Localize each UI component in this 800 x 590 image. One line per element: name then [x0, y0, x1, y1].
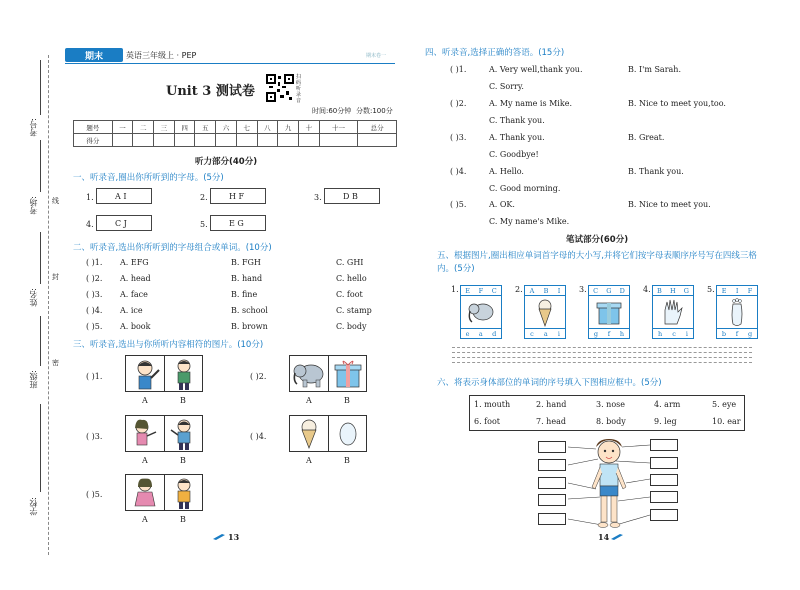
- s2-item-no[interactable]: ( )5.: [86, 322, 103, 331]
- s4-option-c: C. Good morning.: [489, 184, 561, 193]
- s4-option-a: A. Hello.: [489, 167, 524, 176]
- s1-item-no: 3.: [314, 193, 322, 202]
- boy-image[interactable]: [165, 475, 203, 510]
- score-cell: 五: [195, 121, 216, 134]
- section-4-title: 四、听录音,选择正确的答语。(15分): [425, 48, 565, 58]
- letter[interactable]: D: [619, 286, 625, 295]
- score-cell: 三: [154, 121, 175, 134]
- s4-option-b: B. Great.: [628, 133, 665, 142]
- word-bank-item: 7. head: [536, 417, 566, 426]
- letter[interactable]: a: [478, 329, 483, 338]
- s5-card-no: 5.: [707, 285, 715, 294]
- word-bank-item: 5. eye: [712, 400, 737, 409]
- s1-letter-box[interactable]: H F: [210, 188, 266, 204]
- word-bank-item: 4. arm: [654, 400, 681, 409]
- s4-option-b: B. Thank you.: [628, 167, 684, 176]
- section-3-title: 三、听录音,选出与你所听内容相符的图片。(10分): [73, 340, 264, 350]
- s5-lowercase-row[interactable]: [460, 328, 502, 339]
- s5-uppercase-row[interactable]: [588, 285, 630, 296]
- s1-letter-box[interactable]: E G: [210, 215, 266, 231]
- side-label-kaohao: 考号:: [29, 118, 38, 137]
- s5-card: [652, 285, 694, 339]
- page-number-left: 13: [228, 532, 240, 542]
- s1-item-no: 5.: [200, 220, 208, 229]
- score-table-score-row: [74, 134, 397, 147]
- letter[interactable]: I: [557, 286, 561, 295]
- exam-time: 时间:60分钟: [312, 107, 352, 115]
- side-underline: [40, 140, 41, 192]
- writing-line[interactable]: [452, 352, 752, 353]
- s1-letter-box[interactable]: A I: [96, 188, 152, 204]
- score-cell: 六: [216, 121, 237, 134]
- letter[interactable]: E: [721, 286, 727, 295]
- section-2-title: 二、听录音,选出你所听到的字母组合或单词。(10分): [73, 243, 272, 253]
- body-part-answer-box[interactable]: [650, 509, 678, 521]
- s3-label-b: B: [180, 515, 186, 524]
- s4-option-a: A. OK.: [489, 200, 515, 209]
- s2-option-a: A. face: [120, 290, 148, 299]
- gift-box-image: [589, 296, 629, 328]
- pencil-icon: [212, 533, 226, 541]
- qr-code-icon[interactable]: [266, 74, 294, 102]
- word-bank-item: 9. leg: [654, 417, 677, 426]
- s3-picture-pair: [125, 355, 203, 392]
- s2-option-b: B. school: [231, 306, 268, 315]
- pencil-icon: [610, 533, 624, 541]
- letter[interactable]: d: [492, 329, 497, 338]
- body-part-answer-box[interactable]: [650, 491, 678, 503]
- page-title: Unit 3 测试卷: [166, 84, 255, 99]
- body-part-answer-box[interactable]: [538, 441, 566, 453]
- s3-picture-pair: [125, 474, 203, 511]
- s5-card: [588, 285, 630, 339]
- listening-part-heading: 听力部分(40分): [195, 157, 258, 167]
- score-cell: 得分: [74, 134, 113, 147]
- s5-card: [460, 285, 502, 339]
- s1-letter-box[interactable]: C J: [96, 215, 152, 231]
- header-rule-left: [65, 63, 395, 64]
- letter[interactable]: f: [607, 329, 611, 338]
- s4-option-c: C. Goodbye!: [489, 150, 539, 159]
- s5-uppercase-row[interactable]: [716, 285, 758, 296]
- s5-card-no: 3.: [579, 285, 587, 294]
- score-input-cell[interactable]: [236, 134, 257, 147]
- word-bank-item: 3. nose: [596, 400, 625, 409]
- word-bank-item: 8. body: [596, 417, 626, 426]
- girl-image[interactable]: [126, 475, 164, 510]
- letter[interactable]: H: [669, 286, 676, 295]
- seal-char-feng: 封: [52, 273, 59, 281]
- written-part-heading: 笔试部分(60分): [566, 235, 629, 245]
- side-underline: [40, 404, 41, 492]
- score-cell: 十: [298, 121, 319, 134]
- side-label-kaochang: 考场:: [29, 196, 38, 215]
- exam-score: 分数:100分: [356, 107, 393, 115]
- s2-option-c: C. GHI: [336, 258, 364, 267]
- score-table-header-row: [74, 121, 397, 134]
- letter[interactable]: c: [530, 329, 534, 338]
- section-6-title: 六、将表示身体部位的单词的序号填入下图相应框中。(5分): [437, 378, 662, 388]
- s3-item-no[interactable]: ( )5.: [86, 490, 103, 499]
- s1-item-no: 4.: [86, 220, 94, 229]
- score-input-cell[interactable]: [174, 134, 195, 147]
- score-input-cell[interactable]: [133, 134, 154, 147]
- s3-item-no[interactable]: ( )3.: [86, 432, 103, 441]
- s3-picture-pair: [289, 415, 367, 452]
- s1-letter-box[interactable]: D B: [324, 188, 380, 204]
- s4-option-b: B. Nice to meet you,too.: [628, 99, 726, 108]
- s5-card-no: 1.: [451, 285, 459, 294]
- writing-line[interactable]: [452, 347, 752, 348]
- s3-picture-pair: [289, 355, 367, 392]
- score-cell: 八: [257, 121, 278, 134]
- s2-option-b: B. hand: [231, 274, 263, 283]
- score-cell: 二: [133, 121, 154, 134]
- score-cell: 题号: [74, 121, 113, 134]
- s4-item-no[interactable]: ( )4.: [450, 167, 467, 176]
- s4-option-b: B. I'm Sarah.: [628, 65, 681, 74]
- s2-option-b: B. FGH: [231, 258, 261, 267]
- s2-option-c: C. body: [336, 322, 367, 331]
- body-part-answer-box[interactable]: [538, 513, 566, 525]
- s3-label-b: B: [344, 396, 350, 405]
- s5-card: [716, 285, 758, 339]
- score-table: [73, 120, 397, 147]
- s4-option-b: B. Nice to meet you.: [628, 200, 711, 209]
- body-part-answer-box[interactable]: [650, 474, 678, 486]
- s3-item-no[interactable]: ( )4.: [250, 432, 267, 441]
- body-part-answer-box[interactable]: [538, 477, 566, 489]
- s4-item-no[interactable]: ( )1.: [450, 65, 467, 74]
- body-part-answer-box[interactable]: [538, 459, 566, 471]
- score-cell: 七: [236, 121, 257, 134]
- letter[interactable]: a: [543, 329, 548, 338]
- score-input-cell[interactable]: [257, 134, 278, 147]
- score-cell: 十一: [319, 121, 358, 134]
- letter[interactable]: G: [683, 286, 689, 295]
- letter[interactable]: i: [685, 329, 688, 338]
- gift-box-image[interactable]: [329, 356, 367, 391]
- ice-cream-image: [525, 296, 565, 328]
- s4-option-a: A. Very well,thank you.: [489, 65, 583, 74]
- s3-label-b: B: [180, 396, 186, 405]
- s3-item-no[interactable]: ( )1.: [86, 372, 103, 381]
- side-underline: [40, 232, 41, 284]
- letter[interactable]: C: [593, 286, 599, 295]
- writing-line[interactable]: [452, 357, 752, 358]
- score-input-cell[interactable]: [216, 134, 237, 147]
- s4-item-no[interactable]: ( )5.: [450, 200, 467, 209]
- elephant-image[interactable]: [290, 356, 328, 391]
- score-input-cell[interactable]: [154, 134, 175, 147]
- writing-line[interactable]: [452, 362, 752, 363]
- binding-line: [48, 55, 49, 555]
- letter[interactable]: f: [735, 329, 739, 338]
- section-5-title: 五、根据图片,圈出相应单词首字母的大小写,并将它们按字母表顺序序号写在四线三格内。(5分): [437, 251, 757, 274]
- s3-label-a: A: [142, 456, 148, 465]
- s2-option-a: A. book: [120, 322, 151, 331]
- letter[interactable]: h: [619, 329, 625, 338]
- qr-note: 扫码听录音: [296, 74, 302, 104]
- header-subtitle: 英语三年级上 · PEP: [126, 51, 197, 60]
- letter[interactable]: F: [478, 286, 484, 295]
- s2-item-no[interactable]: ( )3.: [86, 290, 103, 299]
- foot-image: [717, 296, 757, 328]
- section-1-title: 一、听录音,圈出你所听到的字母。(5分): [73, 173, 224, 183]
- s2-option-a: A. EFG: [120, 258, 149, 267]
- s5-card-no: 2.: [515, 285, 523, 294]
- letter[interactable]: i: [557, 329, 560, 338]
- s4-item-no[interactable]: ( )2.: [450, 99, 467, 108]
- s2-option-c: C. stamp: [336, 306, 372, 315]
- side-label-xingming: 姓名:: [29, 288, 38, 307]
- letter[interactable]: b: [721, 329, 727, 338]
- s1-item-no: 2.: [200, 193, 208, 202]
- letter[interactable]: B: [543, 286, 549, 295]
- brand-logo: 期末: [65, 48, 123, 62]
- word-bank-item: 2. hand: [536, 400, 567, 409]
- s5-uppercase-row[interactable]: [652, 285, 694, 296]
- s3-label-a: A: [142, 396, 148, 405]
- letter[interactable]: F: [747, 286, 753, 295]
- s5-lowercase-row[interactable]: [716, 328, 758, 339]
- boy-standing-image[interactable]: [165, 356, 203, 391]
- letter[interactable]: I: [735, 286, 739, 295]
- s3-picture-pair: [125, 415, 203, 452]
- s5-card-no: 4.: [643, 285, 651, 294]
- s3-label-a: A: [306, 456, 312, 465]
- s1-item-no: 1.: [86, 193, 94, 202]
- s4-item-no[interactable]: ( )3.: [450, 133, 467, 142]
- s2-option-a: A. ice: [120, 306, 143, 315]
- word-bank-item: 10. ear: [712, 417, 741, 426]
- s2-option-b: B. fine: [231, 290, 258, 299]
- score-cell: 四: [174, 121, 195, 134]
- s2-option-c: C. foot: [336, 290, 363, 299]
- letter[interactable]: B: [657, 286, 662, 295]
- body-part-answer-box[interactable]: [538, 494, 566, 506]
- s3-label-a: A: [142, 515, 148, 524]
- letter[interactable]: g: [593, 329, 599, 338]
- elephant-image: [461, 296, 501, 328]
- s3-label-b: B: [180, 456, 186, 465]
- letter[interactable]: C: [491, 286, 497, 295]
- score-cell: 一: [112, 121, 133, 134]
- word-bank-item: 1. mouth: [474, 400, 511, 409]
- s2-item-no[interactable]: ( )1.: [86, 258, 103, 267]
- letter[interactable]: e: [465, 329, 470, 338]
- s5-uppercase-row[interactable]: [460, 285, 502, 296]
- letter[interactable]: h: [658, 329, 663, 338]
- s3-item-no[interactable]: ( )2.: [250, 372, 267, 381]
- letter[interactable]: G: [606, 286, 612, 295]
- letter[interactable]: g: [747, 329, 753, 338]
- letter[interactable]: E: [465, 286, 471, 295]
- egg-image[interactable]: [329, 416, 367, 451]
- seal-char-xian: 线: [52, 197, 59, 205]
- side-label-xuexiao: 学校:: [29, 497, 38, 516]
- boy-waving-image[interactable]: [126, 356, 164, 391]
- s5-lowercase-row[interactable]: [524, 328, 566, 339]
- s5-lowercase-row[interactable]: [652, 328, 694, 339]
- s2-item-no[interactable]: ( )4.: [86, 306, 103, 315]
- score-input-cell[interactable]: [298, 134, 319, 147]
- body-part-answer-box[interactable]: [650, 439, 678, 451]
- s5-card: [524, 285, 566, 339]
- score-input-cell[interactable]: [319, 134, 358, 147]
- seal-char-mi: 密: [52, 359, 59, 367]
- letter[interactable]: A: [529, 286, 535, 295]
- s4-option-c: C. My name's Mike.: [489, 217, 570, 226]
- s2-item-no[interactable]: ( )2.: [86, 274, 103, 283]
- side-underline: [40, 316, 41, 366]
- side-underline: [40, 60, 41, 115]
- header-right-mark: 期末卷一: [366, 53, 387, 59]
- page-number-right: 14: [598, 532, 610, 542]
- s5-uppercase-row[interactable]: [524, 285, 566, 296]
- s5-lowercase-row[interactable]: [588, 328, 630, 339]
- word-bank: [469, 395, 745, 431]
- score-input-cell[interactable]: [278, 134, 299, 147]
- word-bank-item: 6. foot: [474, 417, 500, 426]
- boy-pointing-image[interactable]: [165, 416, 203, 451]
- side-label-banji: 班级:: [29, 370, 38, 389]
- s4-option-c: C. Thank you.: [489, 116, 545, 125]
- s4-option-a: A. My name is Mike.: [489, 99, 572, 108]
- score-input-cell[interactable]: [112, 134, 133, 147]
- letter[interactable]: c: [672, 329, 676, 338]
- s2-option-c: C. hello: [336, 274, 367, 283]
- s3-label-a: A: [306, 396, 312, 405]
- girl-pointing-image[interactable]: [126, 416, 164, 451]
- s2-option-a: A. head: [120, 274, 151, 283]
- hand-image: [653, 296, 693, 328]
- s4-option-a: A. Thank you.: [489, 133, 545, 142]
- body-part-answer-box[interactable]: [650, 457, 678, 469]
- s2-option-b: B. brown: [231, 322, 268, 331]
- s3-label-b: B: [344, 456, 350, 465]
- score-input-cell[interactable]: [195, 134, 216, 147]
- score-cell: 九: [278, 121, 299, 134]
- ice-cream-image[interactable]: [290, 416, 328, 451]
- s4-option-c: C. Sorry.: [489, 82, 524, 91]
- score-input-cell[interactable]: [358, 134, 397, 147]
- score-cell: 总分: [358, 121, 397, 134]
